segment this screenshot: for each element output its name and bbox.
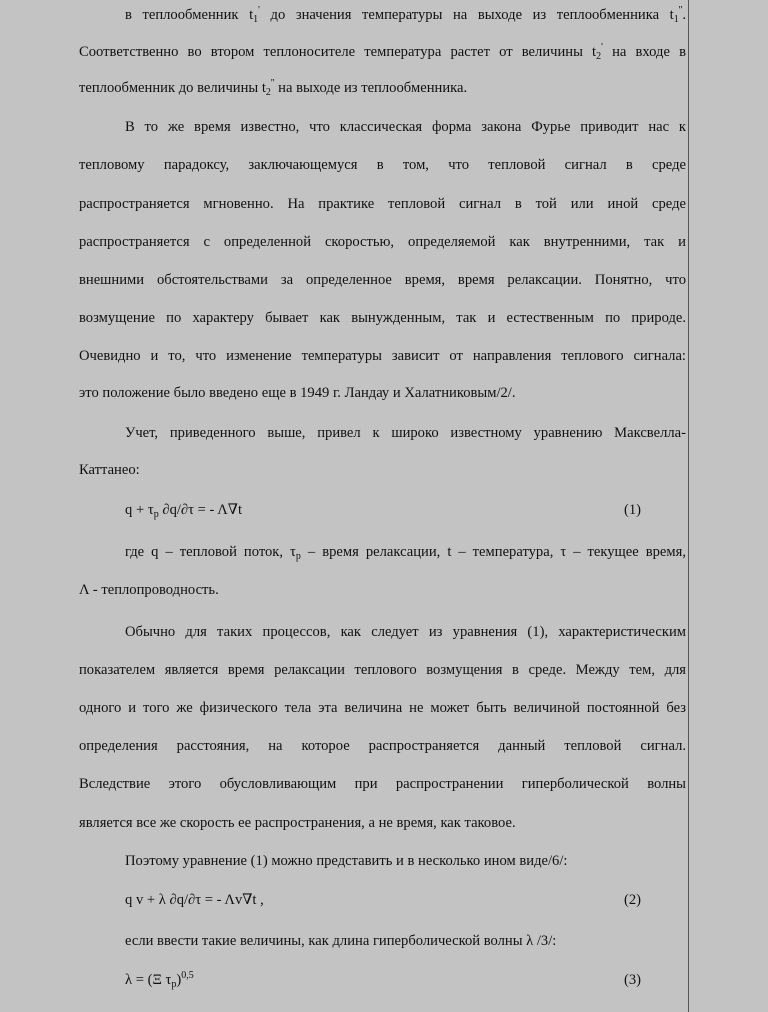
- page-margin-rule: [688, 0, 689, 1012]
- text-line: распространяется с определенной скоростью, определяемой как внутренними, так и: [79, 234, 686, 250]
- text-line: показателем является время релаксации теплового возмущения в среде. Между тем, для: [79, 662, 686, 678]
- equation-1: $q + \tau_p$ ∂q/∂τ = - Λ∇t: [125, 502, 243, 520]
- text-line: Очевидно и то, что изменение температуры зависит от направления теплового сигнала:: [79, 348, 686, 364]
- text-line: Каттанео:: [79, 462, 140, 478]
- text-line: В то же время известно, что классическая форма закона Фурье приводит нас к: [125, 119, 686, 135]
- equation-3: λ = (Ξ $\tau_p)^{0,5}$: [125, 970, 194, 990]
- equation-number: (3): [624, 972, 642, 988]
- text-line: в теплообменник $t_1'$ до значения температуры на выходе из теплообменника $t_1''$.: [125, 5, 686, 25]
- text-line: теплообменник до величины $t_2''$ на выходе из теплообменника.: [79, 78, 468, 98]
- text-line: распространяется мгновенно. На практике тепловой сигнал в той или иной среде: [79, 196, 686, 212]
- text-line: одного и того же физического тела эта величина не может быть величиной постоянной без: [79, 700, 686, 716]
- text-line: Обычно для таких процессов, как следует из уравнения (1), характеристическим: [125, 624, 686, 640]
- equation-2: q v + λ ∂q/∂τ = - Λv∇t ,: [125, 892, 264, 908]
- text-line: является все же скорость ее распространения, а не время, как таковое.: [79, 815, 516, 831]
- text-line: тепловому парадоксу, заключающемуся в том, что тепловой сигнал в среде: [79, 157, 686, 173]
- equation-number: (2): [624, 892, 642, 908]
- text-line: если ввести такие величины, как длина гиперболической волны λ /3/:: [125, 933, 557, 949]
- text-line: Λ - теплопроводность.: [79, 582, 219, 598]
- text-line: определения расстояния, на которое распространяется данный тепловой сигнал.: [79, 738, 686, 754]
- text-line: Соответственно во втором теплоносителе температура растет от величины $t_2'$ на входе в: [79, 42, 686, 62]
- text-line: Учет, приведенного выше, привел к широко известному уравнению Максвелла-: [125, 425, 686, 441]
- text-line: где q – тепловой поток, $\tau_p$ – время релаксации, t – температура, τ – текущее время,: [125, 544, 687, 562]
- text-line: это положение было введено еще в 1949 г. Ландау и Халатниковым/2/.: [79, 385, 516, 401]
- text-line: Поэтому уравнение (1) можно представить и в несколько ином виде/6/:: [125, 853, 568, 869]
- equation-number: (1): [624, 502, 642, 518]
- text-line: Вследствие этого обусловливающим при распространении гиперболической волны: [79, 776, 686, 792]
- text-line: возмущение по характеру бывает как вынужденным, так и естественным по природе.: [79, 310, 686, 326]
- text-line: внешними обстоятельствами за определенное время, время релаксации. Понятно, что: [79, 272, 686, 288]
